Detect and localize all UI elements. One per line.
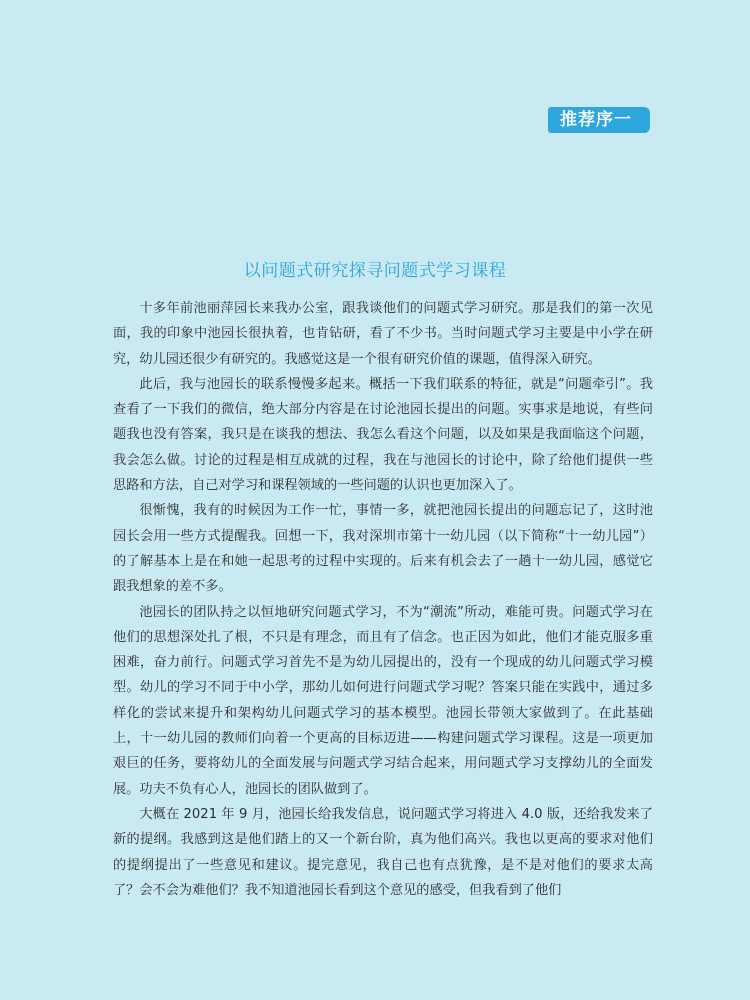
section-badge: 推荐序一: [548, 107, 644, 133]
paragraph: 大概在 2021 年 9 月，池园长给我发信息，说问题式学习将进入 4.0 版，还给我发来了新的提纲。我感到这是他们踏上的又一个新台阶，真为他们高兴。我也以更高的要求对他们的提纲提出了一些意见和建议。提完意见，我自己也有点犹豫，是不是对他们的要求太高了？会不会为难他们？我不知道池园长看到这个意见的感受，但我看到了他们: [113, 806, 653, 898]
paragraph: 此后，我与池园长的联系慢慢多起来。概括一下我们联系的特征，就是“问题牵引”。我查看了一下我们的微信，绝大部分内容是在讨论池园长提出的问题。实事求是地说，有些问题我也没有答案，我只是在谈我的想法、我怎么看这个问题，以及如果是我面临这个问题，我会怎么做。讨论的过程是相互成就的过程，我在与池园长的讨论中，除了给他们提供一些思路和方法，自己对学习和课程领域的一些问题的认识也更加深入了。: [113, 376, 653, 494]
article-title: 以问题式研究探寻问题式学习课程: [243, 261, 507, 282]
paragraph: 池园长的团队持之以恒地研究问题式学习，不为“潮流”所动，难能可贵。问题式学习在他们的思想深处扎了根，不只是有理念，而且有了信念。也正因为如此，他们才能克服多重困难，奋力前行。问题式学习首先不是为幼儿园提出的，没有一个现成的幼儿问题式学习模型。幼儿的学习不同于中小学，那幼儿如何进行问题式学习呢？答案只能在实践中，通过多样化的尝试来提升和架构幼儿问题式学习的基本模型。池园长带领大家做到了。在此基础上，十一幼儿园的教师们向着一个更高的目标迈进——构建问题式学习课程。这是一项更加艰巨的任务，要将幼儿的全面发展与问题式学习结合起来，用问题式学习支撑幼儿的全面发展。功夫不负有心人，池园长的团队做到了。: [113, 604, 653, 797]
paragraph: 十多年前池丽萍园长来我办公室，跟我谈他们的问题式学习研究。那是我们的第一次见面，我的印象中池园长很执着，也肯钻研，看了不少书。当时问题式学习主要是中小学在研究，幼儿园还很少有研究的。我感觉这是一个很有研究价值的课题，值得深入研究。: [113, 301, 653, 367]
paragraph: 很惭愧，我有的时候因为工作一忙，事情一多，就把池园长提出的问题忘记了，这时池园长会用一些方式提醒我。回想一下，我对深圳市第十一幼儿园（以下简称“十一幼儿园”）的了解基本上是在和她一起思考的过程中实现的。后来有机会去了一趟十一幼儿园，感觉它跟我想象的差不多。: [113, 503, 653, 595]
article-body: [113, 296, 653, 903]
